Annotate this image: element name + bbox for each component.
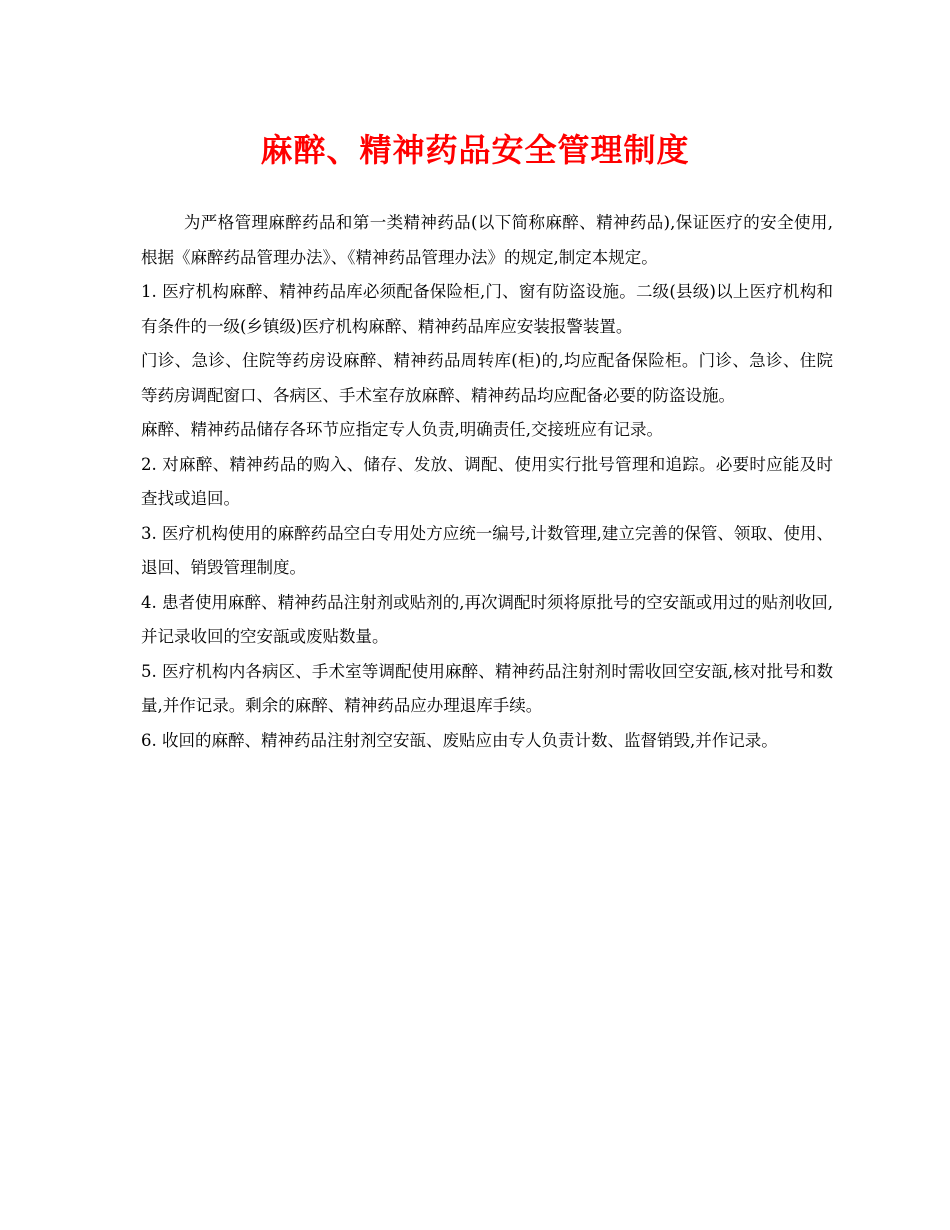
rule-2-paragraph: 2. 对麻醉、精神药品的购入、储存、发放、调配、使用实行批号管理和追踪。必要时应能及时查找或追回。 bbox=[141, 454, 833, 508]
rule-3-paragraph: 3. 医疗机构使用的麻醉药品空白专用处方应统一编号,计数管理,建立完善的保管、领取、使用、退回、销毁管理制度。 bbox=[141, 523, 833, 577]
rule-6-paragraph: 6. 收回的麻醉、精神药品注射剂空安瓿、废贴应由专人负责计数、监督销毁,并作记录。 bbox=[141, 730, 778, 750]
rule-4-paragraph: 4. 患者使用麻醉、精神药品注射剂或贴剂的,再次调配时须将原批号的空安瓿或用过的贴剂收回,并记录收回的空安瓿或废贴数量。 bbox=[141, 592, 833, 646]
document-body bbox=[141, 206, 833, 758]
storage-responsibility-paragraph: 麻醉、精神药品储存各环节应指定专人负责,明确责任,交接班应有记录。 bbox=[141, 420, 663, 439]
intro-paragraph: 为严格管理麻醉药品和第一类精神药品(以下简称麻醉、精神药品),保证医疗的安全使用,根据《麻醉药品管理办法》、《精神药品管理办法》的规定,制定本规定。 bbox=[141, 213, 833, 267]
pharmacy-storage-paragraph: 门诊、急诊、住院等药房设麻醉、精神药品周转库(柜)的,均应配备保险柜。门诊、急诊、住院等药房调配窗口、各病区、手术室存放麻醉、精神药品均应配备必要的防盗设施。 bbox=[141, 351, 833, 405]
rule-5-paragraph: 5. 医疗机构内各病区、手术室等调配使用麻醉、精神药品注射剂时需收回空安瓿,核对批号和数量,并作记录。剩余的麻醉、精神药品应办理退库手续。 bbox=[141, 661, 833, 715]
rule-1-paragraph: 1. 医疗机构麻醉、精神药品库必须配备保险柜,门、窗有防盗设施。二级(县级)以上医疗机构和有条件的一级(乡镇级)医疗机构麻醉、精神药品库应安装报警装置。 bbox=[141, 282, 833, 336]
document-title: 麻醉、精神药品安全管理制度 bbox=[260, 131, 690, 169]
